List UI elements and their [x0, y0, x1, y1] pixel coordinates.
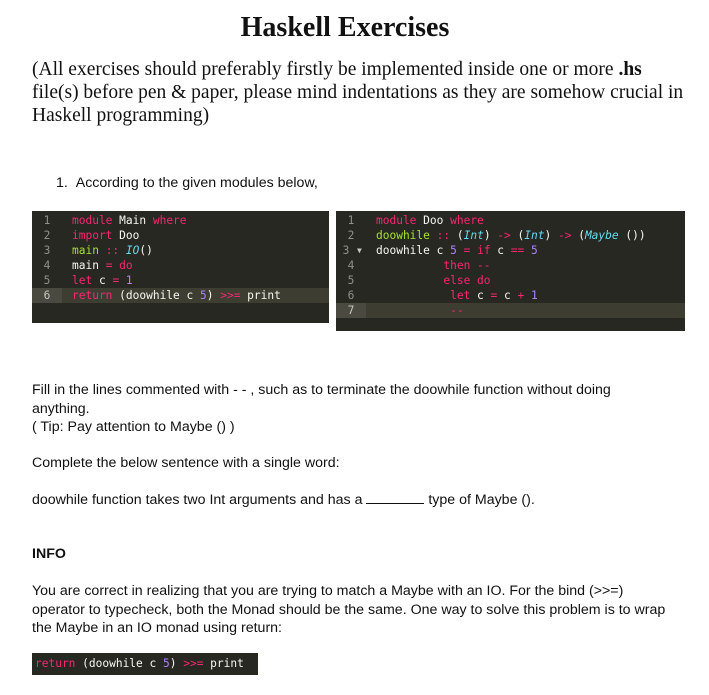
info-heading: INFO	[32, 546, 66, 562]
code-line	[32, 243, 329, 258]
code-token: Int	[524, 229, 545, 242]
code-token: =	[112, 274, 126, 287]
tip-text: ( Tip: Pay attention to Maybe () )	[32, 419, 235, 435]
code-text	[376, 213, 484, 228]
line-number: 1	[347, 214, 355, 227]
line-number: 4	[43, 259, 51, 272]
code-token: >>=	[220, 289, 248, 302]
code-token: )	[544, 229, 558, 242]
code-line	[32, 273, 329, 288]
code-token: if	[477, 244, 498, 257]
code-token	[376, 259, 443, 272]
line-number: 7	[336, 303, 366, 318]
code-token: else do	[443, 274, 491, 287]
code-token: ()	[139, 244, 153, 257]
code-token: import	[72, 229, 120, 242]
code-token: (	[578, 229, 585, 242]
intro-paragraph	[32, 58, 692, 127]
code-token: main	[72, 259, 106, 272]
code-token: IO	[125, 244, 140, 257]
line-number: 1	[43, 214, 51, 227]
line-number: 5	[43, 274, 51, 287]
code-token: Doo	[423, 214, 451, 227]
code-text	[376, 228, 646, 243]
code-text	[72, 228, 139, 243]
code-token: )	[169, 657, 184, 670]
code-token: =	[105, 259, 120, 272]
code-token: print	[247, 289, 281, 302]
code-token	[376, 274, 443, 287]
code-token: let	[450, 289, 478, 302]
code-line-active	[32, 288, 329, 303]
line-number: 2	[347, 229, 355, 242]
code-line	[336, 288, 685, 303]
code-text	[72, 213, 187, 228]
code-token	[457, 244, 464, 257]
line-number: 4	[347, 259, 355, 272]
code-token: return	[35, 657, 83, 670]
code-token: >>=	[183, 657, 211, 670]
code-token: then	[443, 259, 478, 272]
code-text	[72, 288, 281, 303]
code-token: (doowhile c	[119, 289, 200, 302]
code-token: 1	[530, 289, 538, 302]
code-token: module	[72, 214, 120, 227]
code-token: (	[456, 229, 464, 242]
code-text	[376, 273, 491, 288]
code-token: )	[206, 289, 221, 302]
code-token: c	[477, 289, 491, 302]
code-token: 1	[125, 274, 133, 287]
code-token: c	[504, 289, 518, 302]
code-token: c	[98, 274, 113, 287]
code-token: 5	[450, 244, 457, 257]
code-token: return	[72, 289, 120, 302]
code-token: Doo	[119, 229, 140, 242]
line-number: 6	[32, 288, 62, 303]
fill-instruction: Fill in the lines commented with - - , such as to terminate the doowhile function without doing anything.	[32, 382, 611, 417]
code-token: ->	[497, 229, 518, 242]
code-line	[32, 213, 329, 228]
code-token: 5	[531, 244, 538, 257]
sentence-start: doowhile function takes two Int arguments and has a	[32, 492, 367, 508]
intro-text-after: file(s) before pen & paper, please mind indentations as they are somehow crucial in Haskell programming)	[32, 82, 684, 126]
code-token: 5	[162, 657, 170, 670]
code-token: ==	[510, 244, 531, 257]
code-line	[336, 228, 685, 243]
code-line	[336, 243, 685, 258]
code-token: =	[463, 244, 478, 257]
code-token: Main	[119, 214, 153, 227]
code-token: --	[477, 259, 491, 272]
fold-arrow-icon[interactable]: ▼	[357, 246, 362, 255]
info-body: You are correct in realizing that you are trying to match a Maybe with an IO. For the bind (>>=) operator to typecheck, both the Monad should be the same. One way to solve this problem is to wrap the Maybe in an IO monad using return:	[32, 583, 666, 636]
code-token: ::	[436, 229, 457, 242]
code-block-doo-module	[336, 211, 685, 331]
code-text	[72, 273, 133, 288]
code-token: print	[210, 657, 244, 670]
code-token: 5	[199, 289, 207, 302]
code-token: ::	[105, 244, 126, 257]
code-text	[72, 243, 153, 258]
line-number: 3	[43, 244, 51, 257]
line-number: 6	[347, 289, 355, 302]
code-token	[376, 304, 450, 317]
code-token: )	[483, 229, 498, 242]
code-token: where	[152, 214, 187, 227]
code-token: Int	[463, 229, 484, 242]
code-text	[72, 258, 133, 273]
code-token: doowhile c	[376, 244, 451, 257]
sentence-end: type of Maybe ().	[424, 492, 535, 508]
code-line	[32, 258, 329, 273]
intro-text-bold: .hs	[618, 59, 642, 80]
code-token: Maybe	[584, 229, 619, 242]
code-token: do	[119, 259, 133, 272]
complete-instruction: Complete the below sentence with a single word:	[32, 455, 340, 471]
code-token: let	[72, 274, 99, 287]
code-block-main-module	[32, 211, 329, 323]
line-number: 5	[347, 274, 355, 287]
line-number: 3	[342, 244, 350, 257]
fill-in-sentence	[32, 491, 672, 510]
answer-blank	[366, 491, 424, 504]
code-token: where	[450, 214, 484, 227]
code-token: (doowhile c	[82, 657, 163, 670]
code-token: +	[517, 289, 531, 302]
code-text	[376, 258, 491, 273]
intro-text-before: (All exercises should preferably firstly be implemented inside one or more	[32, 59, 619, 80]
return-snippet	[32, 653, 258, 675]
code-token: (	[517, 229, 525, 242]
code-token	[376, 289, 450, 302]
code-token: ())	[618, 229, 646, 242]
code-token: =	[490, 289, 505, 302]
code-token: --	[450, 304, 464, 317]
item-text: According to the given modules below,	[75, 175, 318, 191]
snippet-code	[35, 653, 244, 675]
code-token: doowhile	[376, 229, 437, 242]
code-line	[336, 258, 685, 273]
page-title: Haskell Exercises	[240, 12, 450, 43]
code-text	[376, 288, 538, 303]
line-number: 2	[43, 229, 51, 242]
code-text	[376, 243, 538, 258]
code-line	[32, 228, 329, 243]
code-token: main	[72, 244, 106, 257]
item-number: 1.	[56, 175, 68, 191]
code-line-active	[336, 303, 685, 318]
code-line	[336, 273, 685, 288]
code-text	[376, 303, 464, 318]
code-token: ->	[557, 229, 579, 242]
code-token: module	[376, 214, 424, 227]
code-line	[336, 213, 685, 228]
code-token: c	[497, 244, 511, 257]
exercise-item	[56, 175, 318, 191]
